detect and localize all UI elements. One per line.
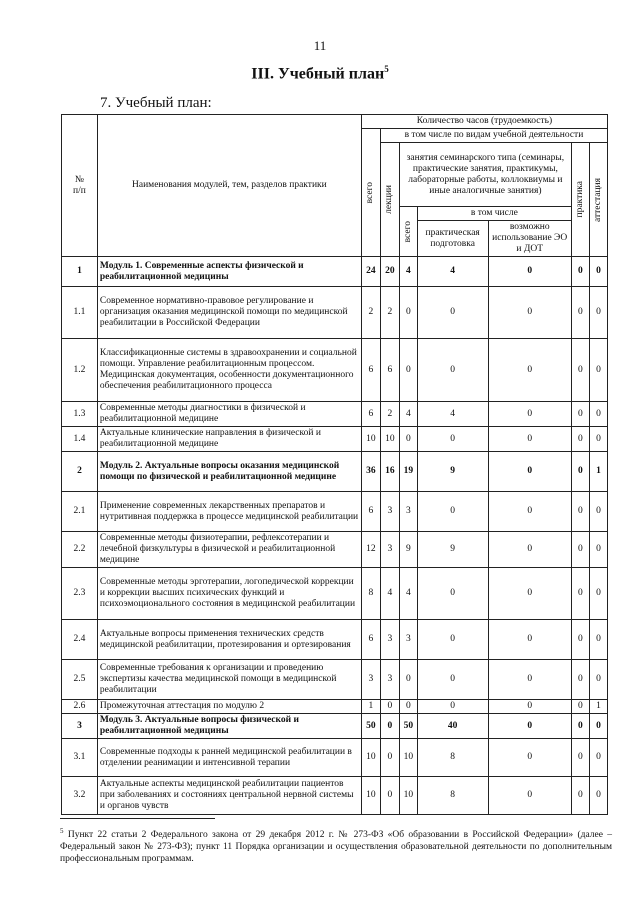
cell-sem: 0 [399,287,417,339]
cell-practice: 0 [571,660,589,700]
cell-name: Современное нормативно-правовое регулирование и организация оказания медицинской помощи по медицинской реабилитации в Российской Федерации [97,287,361,339]
header-lectures [380,143,399,257]
cell-eo: 0 [488,714,571,739]
cell-num: 2.3 [62,568,98,620]
module-row [62,714,608,739]
table-row [62,777,608,815]
cell-lect: 0 [380,739,399,777]
cell-num: 3.2 [62,777,98,815]
cell-lect: 3 [380,620,399,660]
cell-num: 2.6 [62,700,98,714]
cell-name: Современные методы диагностики в физической и реабилитационной медицине [97,402,361,427]
cell-total: 36 [361,452,380,492]
cell-prac-train: 0 [417,492,488,532]
cell-att: 0 [589,257,607,287]
cell-total: 2 [361,287,380,339]
cell-practice: 0 [571,620,589,660]
cell-total: 1 [361,700,380,714]
cell-total: 10 [361,427,380,452]
cell-sem: 0 [399,660,417,700]
footnote-divider [60,818,215,819]
cell-lect: 20 [380,257,399,287]
cell-name: Современные методы эрготерапии, логопедической коррекции и коррекции высших психических функций и психоэмоционального состояния в медицинской реабилитации [97,568,361,620]
header-practice-label: практика [574,181,585,218]
cell-num: 3 [62,714,98,739]
cell-prac-train: 0 [417,427,488,452]
cell-lect: 2 [380,402,399,427]
cell-lect: 2 [380,287,399,339]
cell-practice: 0 [571,777,589,815]
cell-total: 6 [361,339,380,402]
cell-prac-train: 8 [417,739,488,777]
cell-total: 6 [361,620,380,660]
plan-subtitle: 7. Учебный план: [100,95,212,111]
header-sem-total-label: всего [402,220,413,243]
cell-name: Актуальные клинические направления в физической и реабилитационной медицине [97,427,361,452]
cell-eo: 0 [488,660,571,700]
cell-practice: 0 [571,739,589,777]
cell-practice: 0 [571,532,589,568]
cell-name: Актуальные вопросы применения технических средств медицинской реабилитации, протезирования и ортезирования [97,620,361,660]
cell-sem: 50 [399,714,417,739]
cell-practice: 0 [571,427,589,452]
cell-name: Применение современных лекарственных препаратов и нутритивная поддержка в процессе медицинской реабилитации [97,492,361,532]
table-row [62,287,608,339]
header-lectures-label: лекции [384,185,395,214]
cell-prac-train: 9 [417,452,488,492]
table-row [62,620,608,660]
cell-name: Современные методы физиотерапии, рефлексотерапии и лечебной физкультуры в физической и реабилитационной медицине [97,532,361,568]
cell-name: Промежуточная аттестация по модулю 2 [97,700,361,714]
cell-eo: 0 [488,700,571,714]
cell-eo: 0 [488,427,571,452]
cell-prac-train: 8 [417,777,488,815]
table-row [62,402,608,427]
cell-att: 0 [589,492,607,532]
cell-num: 1 [62,257,98,287]
cell-practice: 0 [571,287,589,339]
cell-num: 1.3 [62,402,98,427]
header-total [361,129,380,257]
cell-prac-train: 0 [417,620,488,660]
footnote [60,825,612,865]
cell-name: Классификационные системы в здравоохранении и социальной помощи. Управление реабилитационным процессом. Медицинская документация, особенности документационного обеспечения реабилитационного процесса [97,339,361,402]
cell-att: 1 [589,700,607,714]
cell-name: Модуль 1. Современные аспекты физической и реабилитационной медицины [97,257,361,287]
cell-eo: 0 [488,402,571,427]
cell-sem: 0 [399,700,417,714]
cell-lect: 3 [380,660,399,700]
module-row [62,452,608,492]
header-eo-dot: возможно использование ЭО и ДОТ [488,221,571,257]
cell-prac-train: 0 [417,660,488,700]
cell-practice: 0 [571,402,589,427]
cell-att: 1 [589,452,607,492]
cell-sem: 4 [399,402,417,427]
cell-num: 1.1 [62,287,98,339]
header-total-label: всего [365,181,376,204]
cell-total: 50 [361,714,380,739]
cell-eo: 0 [488,532,571,568]
header-num: № п/п [62,115,98,257]
header-practice [571,143,589,257]
cell-practice: 0 [571,339,589,402]
table-row [62,532,608,568]
header-name: Наименования модулей, тем, разделов практики [97,115,361,257]
cell-num: 2.5 [62,660,98,700]
cell-total: 3 [361,660,380,700]
cell-lect: 3 [380,532,399,568]
cell-eo: 0 [488,620,571,660]
cell-sem: 4 [399,568,417,620]
cell-num: 2.1 [62,492,98,532]
cell-sem: 0 [399,427,417,452]
cell-practice: 0 [571,452,589,492]
cell-sem: 10 [399,777,417,815]
cell-total: 8 [361,568,380,620]
cell-att: 0 [589,777,607,815]
cell-name: Современные подходы к ранней медицинской реабилитации в отделении реанимации и интенсивной терапии [97,739,361,777]
cell-eo: 0 [488,739,571,777]
cell-eo: 0 [488,287,571,339]
cell-name: Актуальные аспекты медицинской реабилитации пациентов при заболеваниях и состояниях центральной нервной системы и органов чувств [97,777,361,815]
table-row [62,568,608,620]
cell-lect: 10 [380,427,399,452]
cell-lect: 4 [380,568,399,620]
cell-att: 0 [589,714,607,739]
cell-att: 0 [589,287,607,339]
cell-prac-train: 4 [417,402,488,427]
cell-num: 3.1 [62,739,98,777]
footnote-text: Пункт 22 статьи 2 Федерального закона от 29 декабря 2012 г. № 273-ФЗ «Об образовании в Российской Федерации» (далее – Федеральный закон № 273-ФЗ); пункт 11 Порядка организации и осуществления образовательной деятельности по дополнительным профессиональным программам. [60,830,612,865]
cell-practice: 0 [571,568,589,620]
cell-practice: 0 [571,492,589,532]
cell-total: 6 [361,492,380,532]
header-attestation [589,143,607,257]
cell-sem: 4 [399,257,417,287]
cell-att: 0 [589,532,607,568]
cell-eo: 0 [488,452,571,492]
curriculum-table [61,114,608,815]
cell-lect: 3 [380,492,399,532]
module-row [62,257,608,287]
cell-lect: 16 [380,452,399,492]
cell-eo: 0 [488,339,571,402]
cell-prac-train: 0 [417,700,488,714]
cell-sem: 19 [399,452,417,492]
cell-lect: 6 [380,339,399,402]
cell-prac-train: 0 [417,568,488,620]
cell-prac-train: 4 [417,257,488,287]
cell-prac-train: 0 [417,339,488,402]
cell-att: 0 [589,660,607,700]
table-row [62,739,608,777]
section-title-text: III. Учебный план [251,65,385,83]
table-row [62,427,608,452]
cell-num: 2.2 [62,532,98,568]
table-row [62,700,608,714]
cell-eo: 0 [488,257,571,287]
cell-total: 10 [361,739,380,777]
cell-att: 0 [589,339,607,402]
cell-total: 24 [361,257,380,287]
cell-num: 2.4 [62,620,98,660]
cell-practice: 0 [571,700,589,714]
cell-eo: 0 [488,777,571,815]
cell-att: 0 [589,620,607,660]
cell-sem: 3 [399,620,417,660]
cell-att: 0 [589,402,607,427]
cell-prac-train: 0 [417,287,488,339]
cell-total: 6 [361,402,380,427]
header-incl-activity: в том числе по видам учебной деятельности [380,129,607,143]
header-sem-total [399,207,417,257]
cell-num: 1.2 [62,339,98,402]
cell-name: Современные требования к организации и проведению экспертизы качества медицинской помощи в медицинской реабилитации [97,660,361,700]
header-seminar: занятия семинарского типа (семинары, практические занятия, практикумы, лабораторные работы, коллоквиумы и иные аналогичные занятия) [399,143,571,207]
cell-num: 1.4 [62,427,98,452]
cell-att: 0 [589,739,607,777]
cell-num: 2 [62,452,98,492]
cell-total: 12 [361,532,380,568]
cell-att: 0 [589,427,607,452]
cell-name: Модуль 2. Актуальные вопросы оказания медицинской помощи по физической и реабилитационной медицине [97,452,361,492]
cell-sem: 3 [399,492,417,532]
cell-lect: 0 [380,700,399,714]
cell-name: Модуль 3. Актуальные вопросы физической и реабилитационной медицины [97,714,361,739]
section-title [0,64,640,83]
header-attestation-label: аттестация [592,177,603,222]
cell-practice: 0 [571,257,589,287]
page-number: 11 [313,38,327,53]
footnote-ref: 5 [384,64,389,74]
cell-prac-train: 40 [417,714,488,739]
table-row [62,660,608,700]
table-row [62,492,608,532]
cell-sem: 9 [399,532,417,568]
cell-prac-train: 9 [417,532,488,568]
header-hours: Количество часов (трудоемкость) [361,115,607,129]
table-row [62,339,608,402]
footnote-mark: 5 [60,827,64,835]
header-incl: в том числе [417,207,571,221]
cell-practice: 0 [571,714,589,739]
cell-total: 10 [361,777,380,815]
cell-lect: 0 [380,714,399,739]
cell-sem: 0 [399,339,417,402]
curriculum-table-body [62,257,608,815]
header-practical-training: практическая подготовка [417,221,488,257]
cell-eo: 0 [488,568,571,620]
cell-lect: 0 [380,777,399,815]
cell-att: 0 [589,568,607,620]
cell-eo: 0 [488,492,571,532]
cell-sem: 10 [399,739,417,777]
